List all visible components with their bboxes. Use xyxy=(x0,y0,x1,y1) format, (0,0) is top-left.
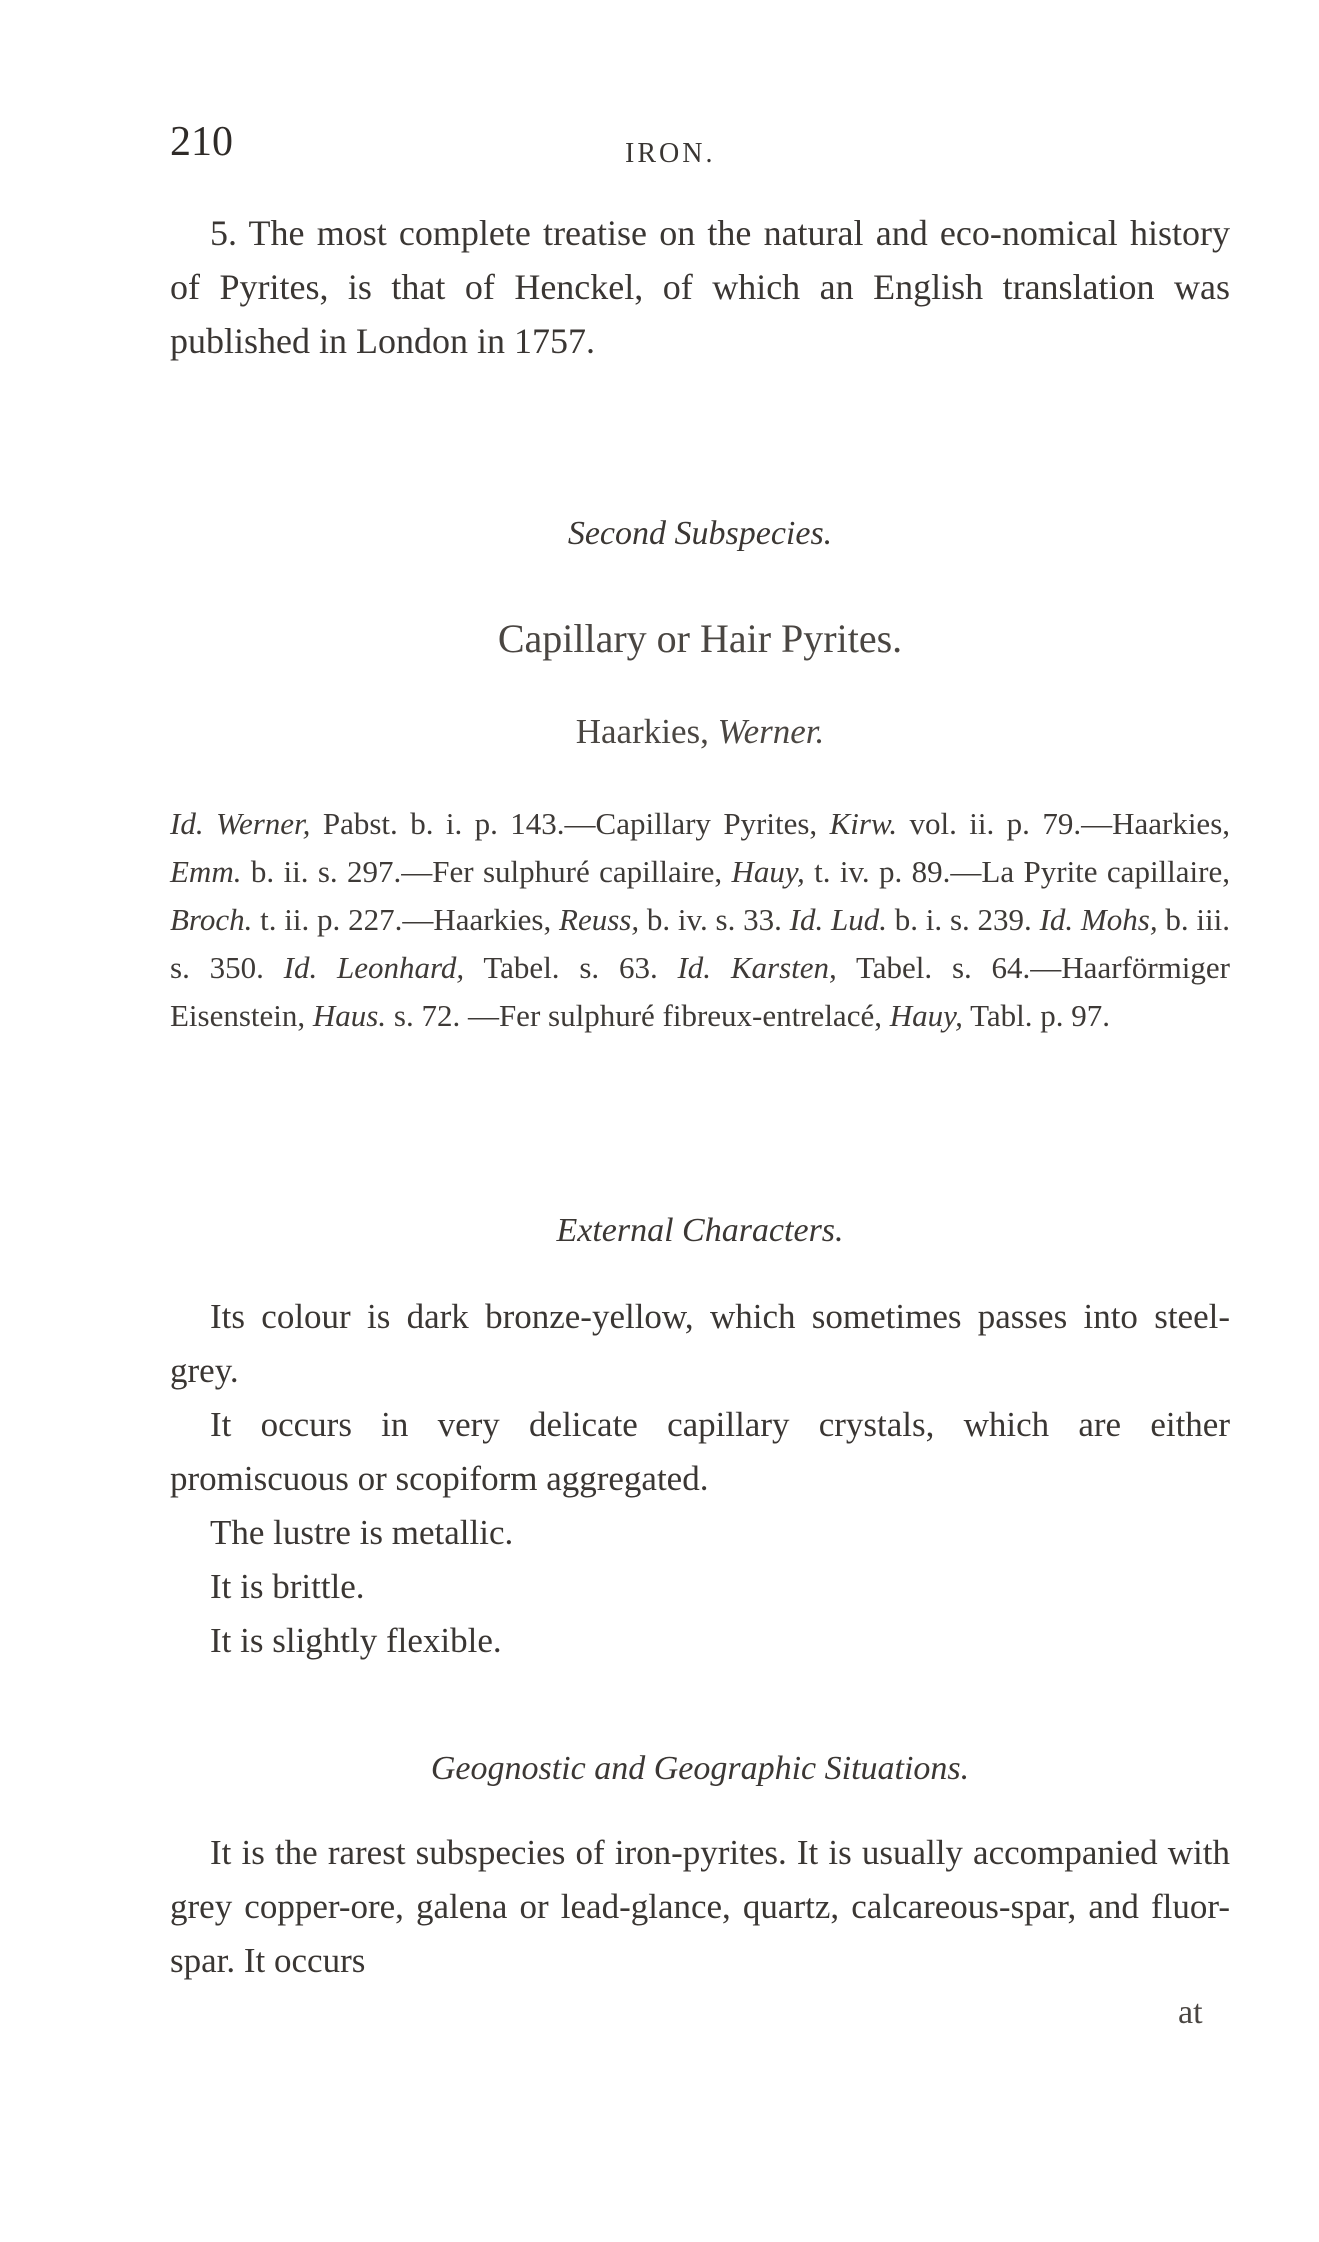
catchword: at xyxy=(1178,1994,1203,2031)
synonymy-segment: b. i. s. 239. xyxy=(887,902,1040,937)
synonymy-segment: b. iv. s. 33. xyxy=(639,902,790,937)
synonymy-segment: Id. Karsten, xyxy=(677,950,837,985)
character-item: The lustre is metallic. xyxy=(210,1513,514,1552)
character-item: It is brittle. xyxy=(210,1567,365,1606)
synonymy-segment: Tabel. s. 63. xyxy=(464,950,678,985)
synonymy-segment: Emm. xyxy=(170,854,242,889)
synonymy-segment: Broch. xyxy=(170,902,253,937)
synonymy-paragraph xyxy=(170,800,1230,1040)
synonymy-segment: Kirw. xyxy=(829,806,898,841)
external-characters-list xyxy=(170,1290,1230,1668)
character-item: Its colour is dark bronze-yellow, which sometimes passes into steel-grey. xyxy=(170,1297,1230,1390)
synonymy-segment: Pabst. b. i. p. 143.—Capillary Pyrites, xyxy=(310,806,830,841)
synonymy-segment: s. 72. —Fer sulphuré fibreux-entrelacé, xyxy=(386,998,890,1033)
page-header xyxy=(170,118,1230,178)
synonymy-segment: Id. Werner, xyxy=(170,806,311,841)
species-name: Capillary or Hair Pyrites. xyxy=(497,616,903,661)
synonymy-segment: Reuss, xyxy=(559,902,640,937)
synonymy-segment: Tabel. s. 64.—Haarförmiger Eisenstein, xyxy=(170,950,1230,1033)
werner-name-line xyxy=(170,712,1230,752)
character-item: It occurs in very delicate capillary crystals, which are either promiscuous or scopiform aggregated. xyxy=(170,1405,1230,1498)
synonymy-segment: Tabl. p. 97. xyxy=(962,998,1110,1033)
geognostic-heading: Geognostic and Geographic Situations. xyxy=(430,1750,970,1787)
synonymy-segment: Id. Leonhard, xyxy=(283,950,465,985)
intro-paragraph: 5. The most complete treatise on the natural and eco-nomical history of Pyrites, is that of Henckel, of which an English translation was published in London in 1757. xyxy=(170,213,1230,361)
synonymy-segment: Haus. xyxy=(312,998,387,1033)
subspecies-heading: Second Subspecies. xyxy=(567,515,833,552)
external-characters-heading: External Characters. xyxy=(556,1212,844,1249)
synonymy-segment: vol. ii. p. 79.—Haarkies, xyxy=(897,806,1231,841)
synonymy-segment: Hauy, xyxy=(889,998,963,1033)
geognostic-paragraph: It is the rarest subspecies of iron-pyrites. It is usually accompanied with grey copper-ore, galena or lead-glance, quartz, calcareous-spar, and fluor-spar. It occurs xyxy=(170,1833,1230,1980)
synonymy-segment: b. iii. s. 350. xyxy=(170,902,1230,985)
synonymy-segment: b. ii. s. 297.—Fer sulphuré capillaire, xyxy=(241,854,732,889)
page-number: 210 xyxy=(170,119,233,165)
synonymy-segment: t. iv. p. 89.—La Pyrite capillaire, xyxy=(804,854,1230,889)
werner-name: Haarkies, xyxy=(575,712,709,751)
werner-author: Werner. xyxy=(717,712,825,751)
synonymy-segment: Hauy, xyxy=(731,854,805,889)
synonymy-segment: Id. Mohs, xyxy=(1039,902,1158,937)
synonymy-segment: Id. Lud. xyxy=(789,902,887,937)
synonymy-segment: t. ii. p. 227.—Haarkies, xyxy=(252,902,560,937)
running-head: IRON. xyxy=(625,138,716,169)
character-item: It is slightly flexible. xyxy=(210,1621,502,1660)
